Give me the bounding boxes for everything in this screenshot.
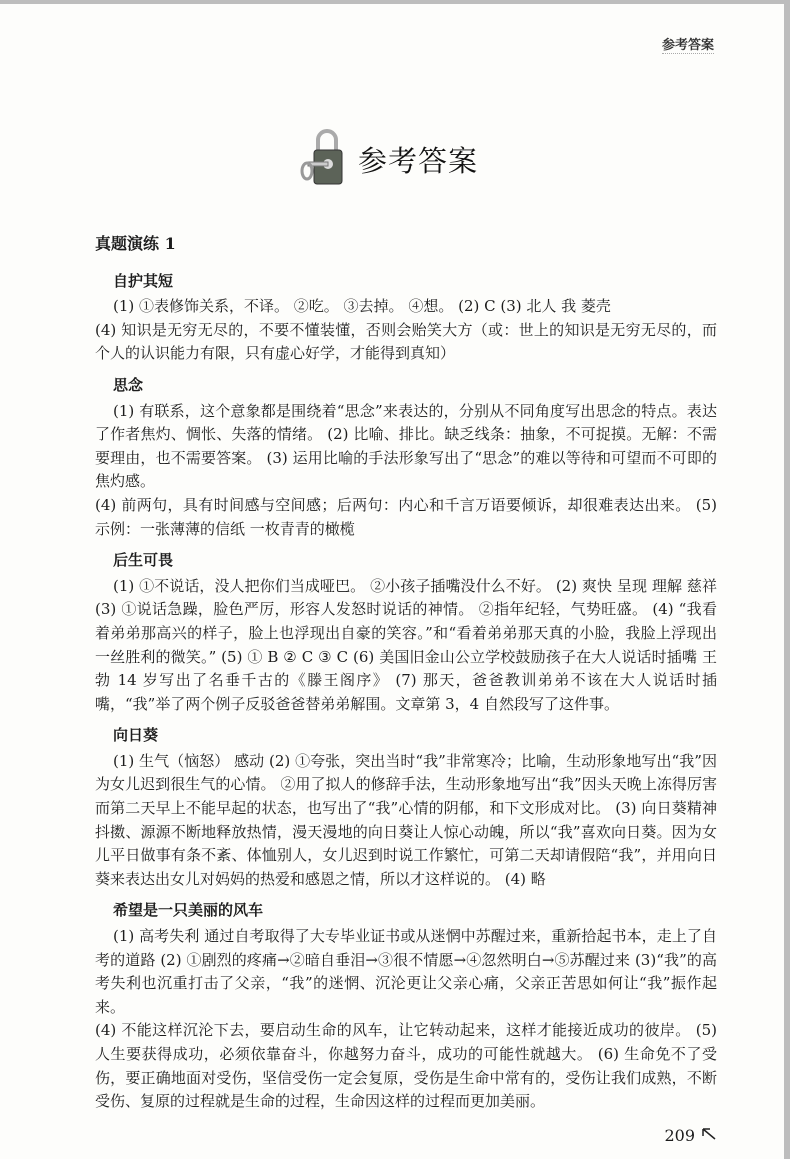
subsection-title: 思念: [113, 375, 144, 394]
answer-paragraph: (1) 有联系，这个意象都是围绕着“思念”来表达的，分别从不同角度写出思念的特点。表达了作者焦灼、惆怅、失落的情绪。 (2) 比喻、排比。缺乏线条：抽象，不可捉摸。无解：不需要理由，也不需要答案。 (3) 运用比喻的手法形象写出了“思念”的难以等待和可望而不可即的焦灼感。: [95, 401, 717, 491]
subsection-title: 后生可畏: [113, 551, 174, 570]
answer-paragraph: (4) 不能这样沉沦下去，要启动生命的风车，让它转动起来，这样才能接近成功的彼岸。 (5) 人生要获得成功，必须依靠奋斗，你越努力奋斗，成功的可能性就越大。 (6) 生命免不了受伤，要正确地面对受伤，坚信受伤一定会复原，受伤是生命中常有的，受伤让我们成熟，不断受伤、复原的过程就是生命的过程，生命因这样的过程而更加美丽。: [95, 1021, 717, 1111]
answer-paragraph: (1) ①不说话，没人把你们当成哑巴。 ②小孩子插嘴没什么不好。 (2) 爽快 呈现 理解 慈祥 (3) ①说话急躁，脸色严厉，形容人发怒时说话的神情。 ②指年纪轻，气势旺盛。 (4) “我看着弟弟那高兴的样子，脸上也浮现出自豪的笑容。”和“看着弟弟那天真的小脸，我脸上浮现出一丝胜利的微笑。” (5) ① B ② C ③ C (6) 美国旧金山公立学校鼓励孩子在大人说话时插嘴 王勃 14 岁写出了名垂千古的《滕王阁序》 (7) 那天，爸爸教训弟弟不该在大人说话时插嘴，“我”举了两个例子反驳爸爸替弟弟解围。文章第 3，4 自然段写了这件事。: [95, 576, 717, 713]
subsection-title: 向日葵: [113, 726, 159, 745]
page-footer: [95, 1124, 717, 1148]
subsection: [95, 899, 717, 1113]
answer-paragraph: (1) 生气（恼怒） 感动 (2) ①夸张，突出当时“我”非常寒冷；比喻，生动形象地写出“我”因为女儿迟到很生气的心情。 ②用了拟人的修辞手法，生动形象地写出“我”因头天晚上冻得厉害而第二天早上不能早起的状态，也写出了“我”心情的阴郁，和下文形成对比。 (3) 向日葵精神抖擞、源源不断地释放热情，漫天漫地的向日葵让人惊心动魄，所以“我”喜欢向日葵。因为女儿平日做事有条不紊、体恤别人，女儿迟到时说工作繁忙，可第二天却请假陪“我”，并用向日葵来表达出女儿对妈妈的热爱和感恩之情，所以才这样说的。 (4) 略: [95, 751, 717, 888]
page-number: 209: [664, 1125, 695, 1145]
page-title: 参考答案: [358, 143, 479, 178]
running-head: 参考答案: [662, 34, 714, 54]
subsection-title: 希望是一只美丽的风车: [113, 901, 264, 920]
subsection: [95, 374, 717, 541]
section-title: 真题演练 1: [95, 234, 176, 253]
document-page: [0, 4, 784, 1159]
subsection: [95, 724, 717, 891]
answer-paragraph: (4) 前两句，具有时间感与空间感；后两句：内心和千言万语要倾诉，却很难表达出来。 (5) 示例：一张薄薄的信纸 一枚青青的橄榄: [95, 495, 717, 538]
subsection-title: 自护其短: [113, 271, 174, 290]
corner-arrow-icon: [701, 1124, 717, 1148]
answer-content: [95, 4, 717, 1147]
answer-paragraph: (4) 知识是无穷无尽的，不要不懂装懂，否则会贻笑大方（或：世上的知识是无穷无尽的，而个人的认识能力有限，只有虚心好学，才能得到真知）: [95, 320, 717, 363]
answer-paragraph: (1) ①表修饰关系，不译。 ②吃。 ③去掉。 ④想。 (2) C (3) 北人 我 菱壳: [113, 297, 611, 316]
subsection: [95, 270, 717, 366]
subsection: [95, 549, 717, 716]
answer-paragraph: (1) 高考失利 通过自考取得了大专毕业证书或从迷惘中苏醒过来，重新拾起书本，走上了自考的道路 (2) ①剧烈的疼痛→②暗自垂泪→③很不情愿→④忽然明白→⑤苏醒过来 (3)“我”的高考失利也沉重打击了父亲，“我”的迷惘、沉沦更让父亲心痛，父亲正苦思如何让“我”振作起来。: [95, 927, 717, 1016]
